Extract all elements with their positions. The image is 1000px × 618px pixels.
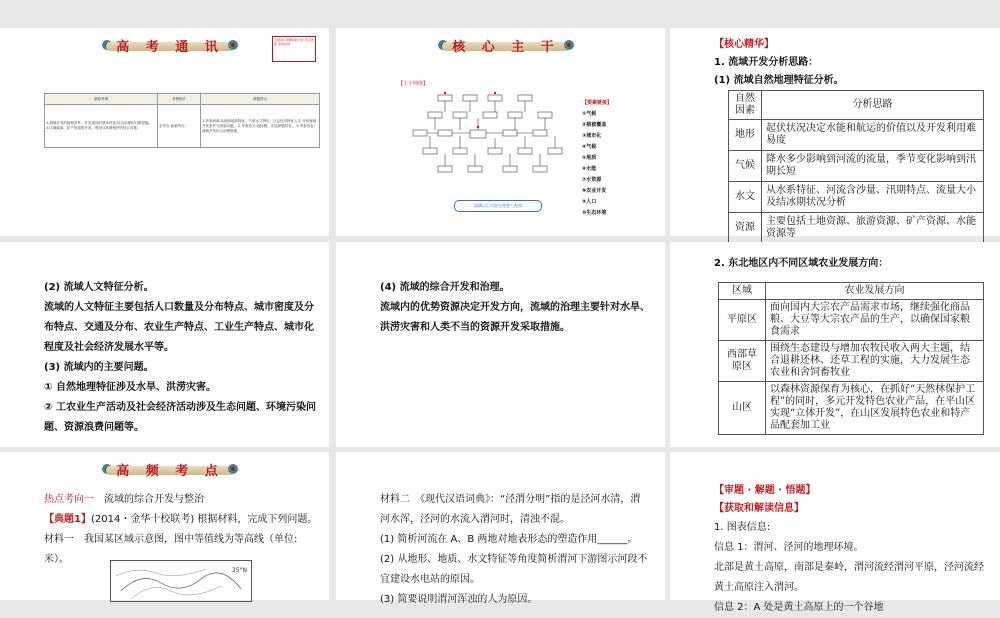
slide-material-two[interactable] <box>336 452 665 605</box>
ornament-icon <box>226 462 240 476</box>
side-item: ④气候 <box>582 144 597 150</box>
question-line: (2) 从地形、地质、水文特征等角度简析渭河下游图示河段不 <box>380 554 648 565</box>
side-item: ③城市化 <box>582 133 602 139</box>
table-header: 区域 <box>719 283 766 300</box>
table-cell: 气候 <box>729 151 762 182</box>
section-tag: 【核心精华】 <box>714 39 774 50</box>
text-line: 题、资源浪费问题等。 <box>44 422 144 433</box>
table-header: 最新考纲 <box>45 94 158 105</box>
table-cell: 地形 <box>729 120 762 151</box>
concept-map-diagram <box>408 90 578 200</box>
text-line: 北部是黄土高原，南部是秦岭，渭河流经渭河平原，泾河流经 <box>714 562 984 573</box>
question-line: (1) 简析河流在 A、B 两地对地表形态的塑造作用______。 <box>380 534 638 545</box>
ornament-icon <box>226 38 240 52</box>
table-cell: 从水系特征、河流含沙量、汛期特点、流量大小及结冰期状况分析 <box>762 182 984 213</box>
side-item: ⑤地质 <box>582 155 597 161</box>
frame-label: 【主干网络】 <box>398 81 429 87</box>
table-cell: 必考点:高频考点: <box>158 105 201 148</box>
table-cell: 主要包括土地资源、旅游资源、矿产资源、水能资源等 <box>762 213 984 244</box>
hot-topic-label: 热点考向一 <box>44 494 94 505</box>
text-line: (2) 流域人文特征分析。 <box>44 282 154 293</box>
table-cell: 降水多少影响到河流的流量，季节变化影响到汛期长短 <box>762 151 984 182</box>
table-header: 农业发展方向 <box>766 283 984 300</box>
ornament-icon <box>562 38 576 52</box>
text-line: 材料一 我国某区域示意图，图中等值线为等高线（单位: <box>44 534 298 545</box>
text-line: (4) 流域的综合开发和治理。 <box>380 282 510 293</box>
heading: 1. 流域开发分析思路： <box>714 57 819 68</box>
agriculture-table <box>718 282 984 435</box>
slide-problem-solving[interactable] <box>670 452 1000 613</box>
slide-title: 高 频 考 点 <box>116 464 224 479</box>
slide-core-essence[interactable] <box>670 28 1000 239</box>
text-line: 流域内的优势资源决定开发方向，流域的治理主要针对水旱、 <box>380 302 650 313</box>
text-line: 布特点、交通及分布、农业生产特点、工业生产特点、城市化 <box>44 322 314 333</box>
text-line: 信息 2：A 处是黄土高原上的一个谷地 <box>714 602 884 613</box>
side-item: ⑥水能 <box>582 166 597 172</box>
table-header: 分析思路 <box>762 91 984 120</box>
stamp-box: 全国卷II 命题趋向分析 考点透视 备考指导 <box>272 36 316 62</box>
slide-title: 核 心 主 干 <box>452 40 560 55</box>
view-large-button[interactable]: 流域以上内容在理想大视图 <box>454 200 542 212</box>
text-line: 洪涝灾害和人类不当的资源开发采取措施。 <box>380 322 570 333</box>
slide-title: 高 考 通 讯 <box>116 40 224 55</box>
table-cell: 平原区 <box>719 300 766 341</box>
table-cell: 水文 <box>729 182 762 213</box>
side-item: ②植被覆盖 <box>582 122 607 128</box>
text-line: 程度及社会经济发展水平等。 <box>44 342 174 353</box>
map-latitude-label: 35°N <box>231 567 247 574</box>
side-item: ⑦水资源 <box>582 177 602 183</box>
hot-topic-text: 流域的综合开发与整治 <box>104 494 204 505</box>
natural-factors-table <box>728 90 984 244</box>
text-line: 1. 图表信息: <box>714 522 771 533</box>
question-line: (3) 简要说明渭河浑浊的人为原因。 <box>380 594 538 605</box>
exam-outline-table <box>44 93 320 148</box>
side-title: 【要素链接】 <box>582 100 613 106</box>
table-cell: 资源 <box>729 213 762 244</box>
text-line: ② 工农业生产活动及社会经济活动涉及生态问题、环境污染问 <box>44 402 316 413</box>
text-line: 黄土高原注入渭河。 <box>714 582 804 593</box>
slide-human-features[interactable] <box>0 242 329 447</box>
side-item: ⑩生态环境 <box>582 210 607 216</box>
text-line: 流域的人文特征主要包括人口数量及分布特点、城市密度及分 <box>44 302 314 313</box>
text-line: 信息 1：渭河、泾河的地理环境。 <box>714 542 864 553</box>
question-line: 宜建设水电站的原因。 <box>380 574 480 585</box>
text-line: 米）。 <box>44 554 69 565</box>
side-item: ①气候 <box>582 111 597 117</box>
text-line: 河水浑，泾河的水流入渭河时，清浊不混。 <box>380 514 570 525</box>
table-cell: 起伏状况决定水能和航运的价值以及开发利用难易度 <box>762 120 984 151</box>
heading: (1) 流域自然地理特征分析。 <box>714 75 844 86</box>
side-panel <box>582 98 632 219</box>
table-cell: 围绕生态建设与增加农牧民收入两大主题，结合退耕还林、还草工程的实施，大力发展生态农业和舍饲畜牧业 <box>766 341 984 382</box>
text-line: (3) 流域内的主要问题。 <box>44 362 154 373</box>
table-header: 自然因素 <box>729 91 762 120</box>
section-banner <box>436 34 576 58</box>
example-tag: 【典题1】 <box>44 514 91 525</box>
slide-hexin-zhugan[interactable] <box>336 28 665 236</box>
table-header: 命题特点 <box>201 94 320 105</box>
section-banner <box>100 458 240 482</box>
slide-gaopin-kaodian[interactable] <box>0 452 329 600</box>
table-header: 考频统计 <box>158 94 201 105</box>
slide-gaokao-tongxun[interactable] <box>0 28 329 236</box>
side-item: ⑧农业开发 <box>582 188 607 194</box>
example-text: (2014・金华十校联考) 根据材料，完成下列问题。 <box>90 514 318 525</box>
section-tag: 【审题 · 解题 · 悟题】 <box>714 485 816 496</box>
table-cell: 西部草原区 <box>719 341 766 382</box>
table-cell: 面向国内大宗农产品需求市场，继续强化商品粮、大豆等大宗农产品的生产，以确保国家粮食需求 <box>766 300 984 341</box>
table-cell: 1.流域开发的地理条件、开发建设的基本内容;综合治理的对策措施。 2.区域能源、矿产资源的开发、利用与环境保护的综合对策。 <box>45 105 158 148</box>
section-banner <box>100 34 240 58</box>
slide-development[interactable] <box>336 242 665 447</box>
region-map <box>110 560 252 602</box>
section-tag: 【获取和解读信息】 <box>714 503 804 514</box>
slide-northeast-agriculture[interactable] <box>670 242 1000 447</box>
text-line: ① 自然地理特征涉及水旱、洪涝灾害。 <box>44 382 216 393</box>
heading: 2. 东北地区内不同区域农业发展方向： <box>714 258 889 269</box>
text-line: 材料二 《现代汉语词典》：“泾渭分明”指的是泾河水清，渭 <box>380 494 641 505</box>
table-cell: 以森林资源保育为核心，在抓好“天然林保护工程”的同时，多元开发特色农业产品，在平山区实现“立体开发”，在山区发展特色农业和特产品配套加工业 <box>766 382 984 435</box>
side-item: ⑨人口 <box>582 199 597 205</box>
table-cell: 山区 <box>719 382 766 435</box>
table-cell: 1.考查流域:从地形地质特征、气候水文特征、社会经济特征入手,分析流域开发条件与面临问题。 2.考查形式:选择题、非选择题均有。 3.考查内容:流域开发综合治理措施。 <box>201 105 320 148</box>
